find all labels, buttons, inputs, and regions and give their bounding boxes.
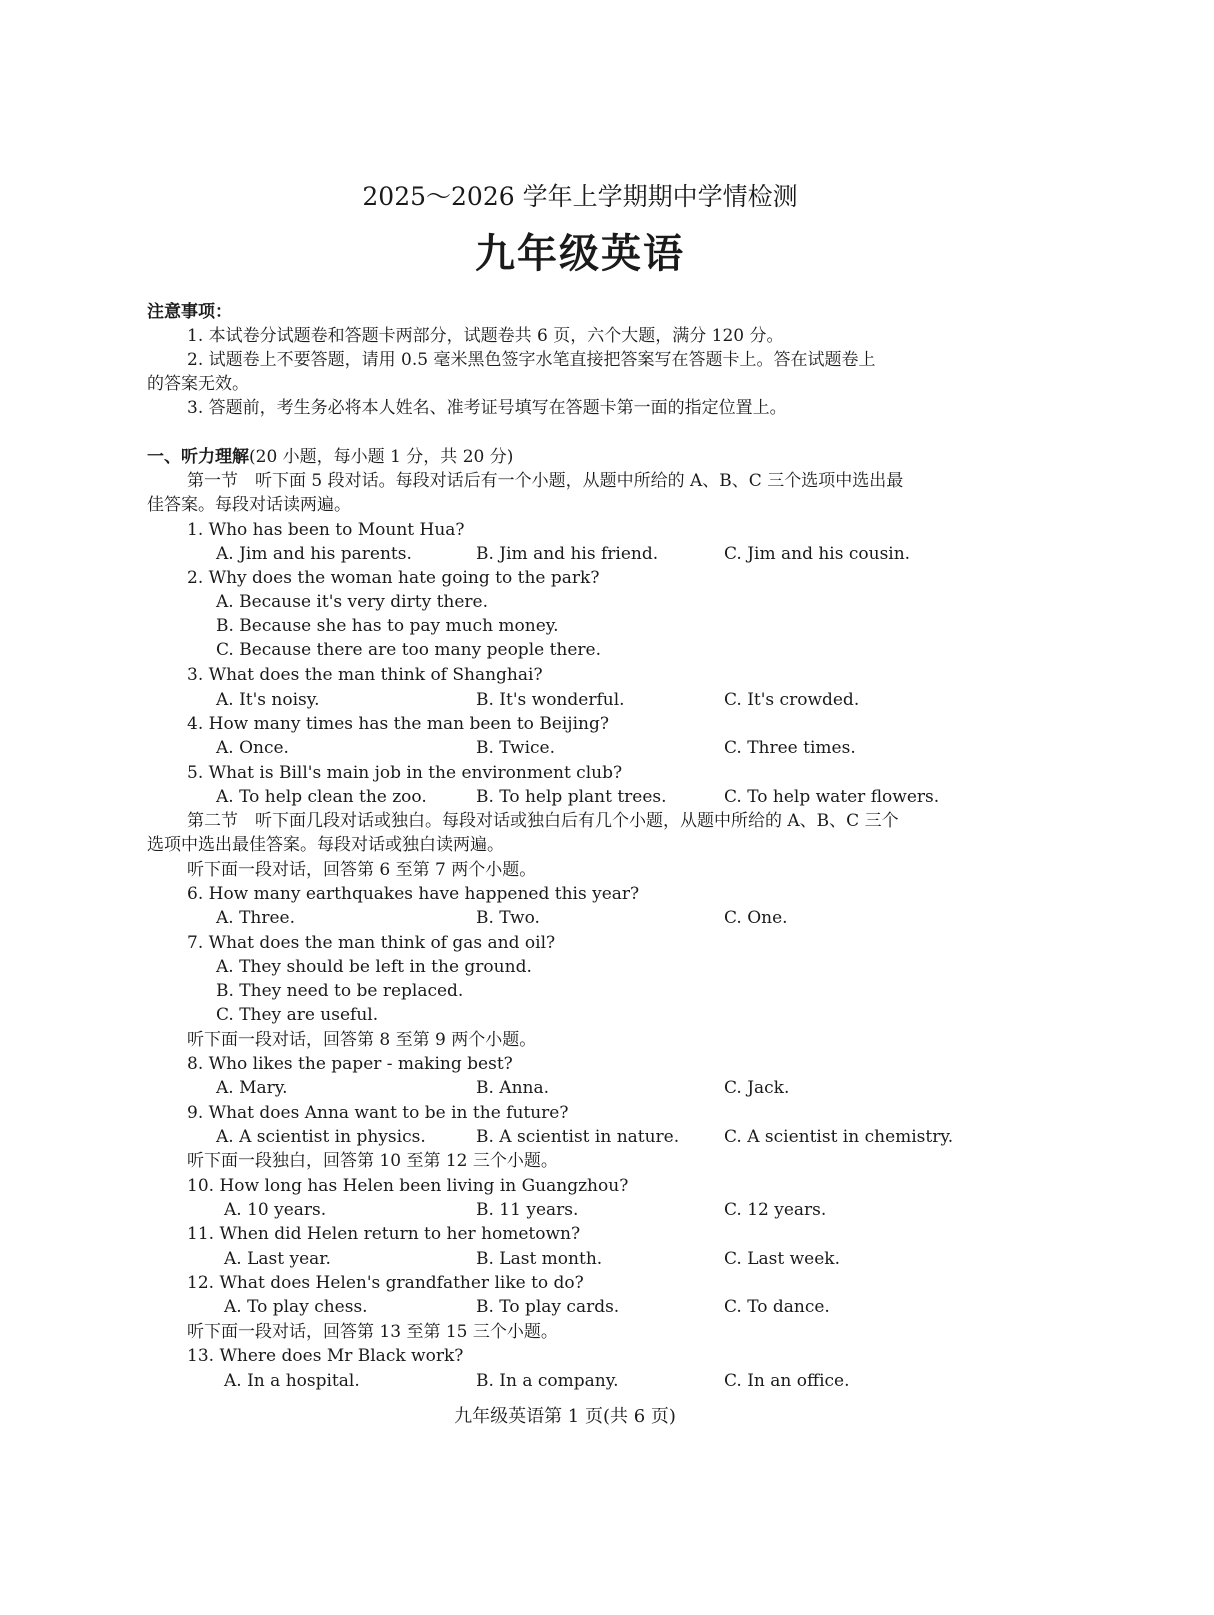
question-9-option-a: A. A scientist in physics. xyxy=(216,1127,426,1147)
section-heading xyxy=(147,445,513,469)
exam-title: 九年级英语 xyxy=(475,230,685,277)
notice-item-2-line-2: 的答案无效。 xyxy=(147,374,249,394)
question-6-option-a: A. Three. xyxy=(216,908,296,928)
question-4-option-a: A. Once. xyxy=(216,738,289,758)
question-5-option-a: A. To help clean the zoo. xyxy=(216,787,427,807)
section-heading-label: 一、听力理解 xyxy=(147,447,249,467)
question-4-option-c: C. Three times. xyxy=(724,738,856,758)
question-13-stem: 13. Where does Mr Black work? xyxy=(187,1346,464,1366)
question-1-stem: 1. Who has been to Mount Hua? xyxy=(187,520,465,540)
question-7-option-c: C. They are useful. xyxy=(216,1005,379,1025)
question-12-option-b: B. To play cards. xyxy=(476,1297,620,1317)
question-5-option-b: B. To help plant trees. xyxy=(476,787,667,807)
question-13-option-a: A. In a hospital. xyxy=(224,1371,360,1391)
question-10-option-c: C. 12 years. xyxy=(724,1200,827,1220)
question-7-option-a: A. They should be left in the ground. xyxy=(216,957,532,977)
question-12-option-c: C. To dance. xyxy=(724,1297,830,1317)
part1-instruction-line-1: 第一节 听下面 5 段对话。每段对话后有一个小题，从题中所给的 A、B、C 三个选项中选出最 xyxy=(187,471,904,491)
question-13-option-c: C. In an office. xyxy=(724,1371,850,1391)
question-1-option-b: B. Jim and his friend. xyxy=(476,544,659,564)
question-5-stem: 5. What is Bill's main job in the environment club? xyxy=(187,763,623,783)
notice-item-1: 1. 本试卷分试题卷和答题卡两部分，试题卷共 6 页，六个大题，满分 120 分。 xyxy=(187,326,784,346)
question-8-option-b: B. Anna. xyxy=(476,1078,550,1098)
instruction-q13-q15: 听下面一段对话，回答第 13 至第 15 三个小题。 xyxy=(187,1322,558,1342)
question-10-option-a: A. 10 years. xyxy=(224,1200,327,1220)
question-3-option-a: A. It's noisy. xyxy=(216,690,320,710)
question-11-option-c: C. Last week. xyxy=(724,1249,840,1269)
question-9-stem: 9. What does Anna want to be in the future? xyxy=(187,1103,569,1123)
question-8-stem: 8. Who likes the paper - making best? xyxy=(187,1054,513,1074)
question-8-option-a: A. Mary. xyxy=(216,1078,288,1098)
question-11-stem: 11. When did Helen return to her hometown? xyxy=(187,1224,581,1244)
question-1-option-a: A. Jim and his parents. xyxy=(216,544,412,564)
notice-item-3: 3. 答题前，考生务必将本人姓名、准考证号填写在答题卡第一面的指定位置上。 xyxy=(187,398,787,418)
question-3-option-b: B. It's wonderful. xyxy=(476,690,625,710)
question-4-option-b: B. Twice. xyxy=(476,738,556,758)
question-1-option-c: C. Jim and his cousin. xyxy=(724,544,911,564)
question-2-option-b: B. Because she has to pay much money. xyxy=(216,616,559,636)
instruction-q10-q12: 听下面一段独白，回答第 10 至第 12 三个小题。 xyxy=(187,1151,558,1171)
question-10-stem: 10. How long has Helen been living in Guangzhou? xyxy=(187,1176,629,1196)
question-8-option-c: C. Jack. xyxy=(724,1078,790,1098)
question-11-option-a: A. Last year. xyxy=(224,1249,331,1269)
part1-instruction-line-2: 佳答案。每段对话读两遍。 xyxy=(147,495,351,515)
notice-heading: 注意事项： xyxy=(147,302,232,322)
question-2-option-a: A. Because it's very dirty there. xyxy=(216,592,489,612)
section-heading-score: (20 小题，每小题 1 分，共 20 分) xyxy=(249,447,514,467)
question-6-stem: 6. How many earthquakes have happened this year? xyxy=(187,884,640,904)
instruction-q8-q9: 听下面一段对话，回答第 8 至第 9 两个小题。 xyxy=(187,1030,537,1050)
question-11-option-b: B. Last month. xyxy=(476,1249,603,1269)
page-footer: 九年级英语第 1 页(共 6 页) xyxy=(454,1406,676,1427)
question-2-stem: 2. Why does the woman hate going to the park? xyxy=(187,568,600,588)
question-10-option-b: B. 11 years. xyxy=(476,1200,579,1220)
question-7-stem: 7. What does the man think of gas and oil? xyxy=(187,933,556,953)
question-12-option-a: A. To play chess. xyxy=(224,1297,368,1317)
question-6-option-b: B. Two. xyxy=(476,908,540,928)
question-7-option-b: B. They need to be replaced. xyxy=(216,981,464,1001)
question-13-option-b: B. In a company. xyxy=(476,1371,619,1391)
exam-subtitle: 2025～2026 学年上学期期中学情检测 xyxy=(362,182,798,211)
instruction-q6-q7: 听下面一段对话，回答第 6 至第 7 两个小题。 xyxy=(187,860,537,880)
question-3-stem: 3. What does the man think of Shanghai? xyxy=(187,665,543,685)
question-2-option-c: C. Because there are too many people there. xyxy=(216,640,602,660)
part2-instruction-line-1: 第二节 听下面几段对话或独白。每段对话或独白后有几个小题，从题中所给的 A、B、C 三个 xyxy=(187,811,899,831)
question-3-option-c: C. It's crowded. xyxy=(724,690,860,710)
question-9-option-c: C. A scientist in chemistry. xyxy=(724,1127,954,1147)
question-5-option-c: C. To help water flowers. xyxy=(724,787,940,807)
question-6-option-c: C. One. xyxy=(724,908,788,928)
notice-item-2-line-1: 2. 试题卷上不要答题，请用 0.5 毫米黑色签字水笔直接把答案写在答题卡上。答在试题卷上 xyxy=(187,350,876,370)
question-4-stem: 4. How many times has the man been to Beijing? xyxy=(187,714,609,734)
question-9-option-b: B. A scientist in nature. xyxy=(476,1127,680,1147)
part2-instruction-line-2: 选项中选出最佳答案。每段对话或独白读两遍。 xyxy=(147,835,504,855)
question-12-stem: 12. What does Helen's grandfather like to do? xyxy=(187,1273,584,1293)
